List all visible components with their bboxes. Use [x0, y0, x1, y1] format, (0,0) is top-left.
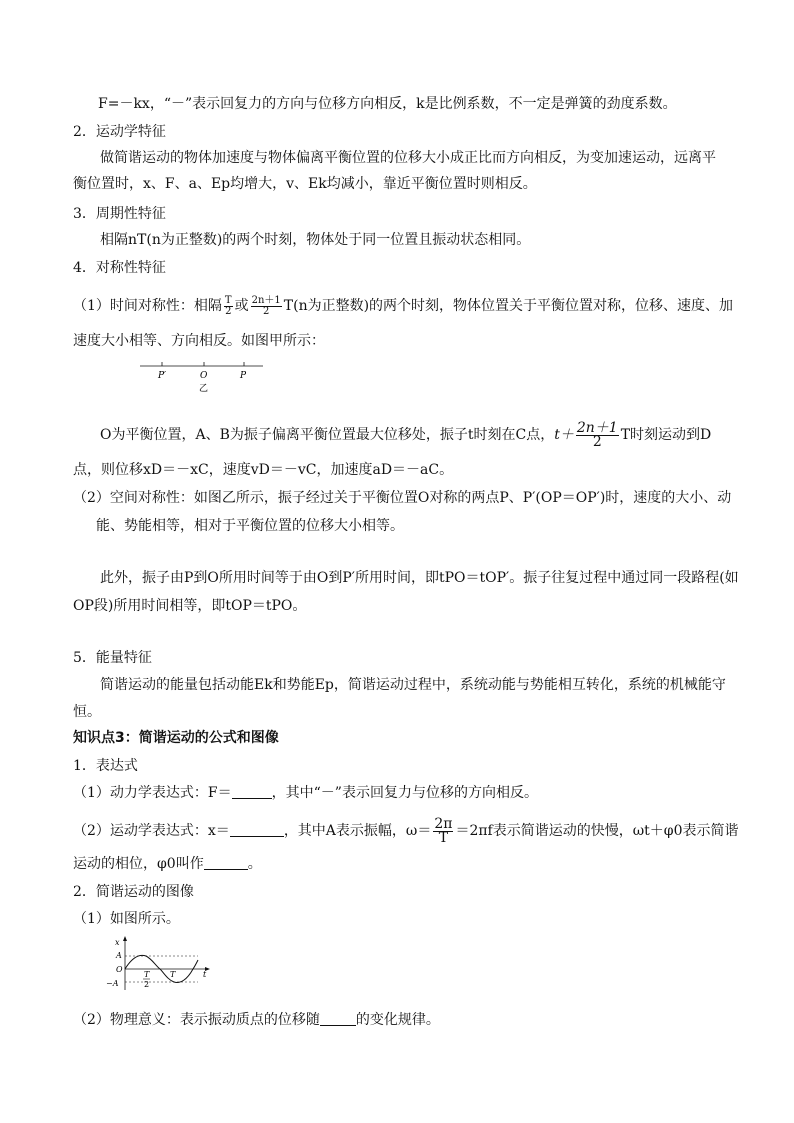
fraction: $\frac{2n+1}{2}$ [576, 419, 618, 450]
section-heading: 2．简谐运动的图像 [73, 884, 194, 900]
text-line: 简谐运动的能量包括动能Ek和势能Ep，简谐运动过程中，系统动能与势能相互转化，系统的机械能守 [100, 677, 726, 693]
text-line: （2）物理意义：表示振动质点的位移随 的变化规律。 [73, 1012, 440, 1028]
text-line: （2）空间对称性：如图乙所示，振子经过关于平衡位置O对称的两点P、P′(OP＝OP′)时，速度的大小、动 [73, 490, 732, 506]
fill-blank[interactable] [320, 1011, 356, 1026]
label-p-prime: P′ [158, 371, 167, 381]
text-line: 相隔nT(n为正整数)的两个时刻，物体处于同一位置且振动状态相同。 [100, 232, 531, 248]
text-line: 恒。 [73, 704, 101, 720]
label-o: O [200, 371, 208, 381]
text-line: （2）运动学表达式：x＝ ，其中A表示振幅，ω＝ $\frac{2\pi}{T}$ ＝2πf表示简谐运动的快慢，ωt＋φ0表示简谐 [73, 815, 739, 846]
fraction: $\frac{2\pi}{T}$ [434, 815, 453, 846]
knowledge-point-heading: 知识点3：简谐运动的公式和图像 [73, 730, 279, 746]
figure-yi [138, 356, 268, 396]
text-line: （1）动力学表达式：F＝ ，其中“－”表示回复力与位移的方向相反。 [73, 785, 538, 801]
text-line: 衡位置时，x、F、a、Ep均增大，v、Ek均减小，靠近平衡位置时则相反。 [73, 176, 537, 192]
label-p: P [240, 371, 247, 381]
label-a: A [116, 951, 122, 960]
section-heading: 4．对称性特征 [73, 260, 166, 276]
label-neg-a: −A [106, 979, 119, 988]
fill-blank[interactable] [204, 855, 248, 870]
text-line: OP段)所用时间相等，即tOP＝tPO。 [73, 598, 307, 614]
axis-x-label: x [115, 938, 120, 947]
text-line: 点，则位移xD＝－xC，速度vD＝－vC，加速度aD＝－aC。 [73, 462, 454, 478]
label-half-t-den: 2 [144, 980, 150, 989]
text-line: 此外，振子由P到O所用时间等于由O到P′所用时间，即tPO＝tOP′。振子往复过程中通过同一段路程(如 [100, 570, 739, 586]
shm-graph [100, 936, 220, 994]
figure-caption: 乙 [199, 384, 209, 394]
fill-blank[interactable] [232, 784, 272, 799]
text-line: O为平衡位置，A、B为振子偏离平衡位置最大位移处，振子t时刻在C点，t＋ $\frac{2n+1}{2}$ T时刻运动到D [100, 419, 712, 450]
text-line: F=－kx，“－”表示回复力的方向与位移方向相反，k是比例系数，不一定是弹簧的劲度系数。 [98, 96, 677, 112]
fraction: $\frac{T}{2}$ [224, 294, 232, 317]
section-heading: 2．运动学特征 [73, 124, 166, 140]
text-line: 能、势能相等，相对于平衡位置的位移大小相等。 [96, 518, 404, 534]
label-origin: O [116, 965, 123, 974]
axis-t-label: t [203, 970, 207, 979]
section-heading: 3．周期性特征 [73, 206, 166, 222]
text-line: （1）如图所示。 [73, 911, 180, 927]
section-heading: 5．能量特征 [73, 650, 152, 666]
text-line: （1）时间对称性：相隔 $\frac{T}{2}$ 或 $\frac{2n+1}{2}$ T(n为正整数)的两个时刻，物体位置关于平衡位置对称，位移、速度、加 [73, 294, 734, 317]
label-half-t-num: T [144, 970, 150, 979]
text-line: 速度大小相等、方向相反。如图甲所示： [73, 333, 325, 349]
label-t: T [170, 970, 176, 979]
text-line: 运动的相位，φ0叫作 。 [73, 856, 262, 872]
fraction: $\frac{2n+1}{2}$ [251, 294, 281, 317]
fill-blank[interactable] [230, 822, 284, 837]
section-heading: 1．表达式 [73, 758, 138, 774]
text-line: 做简谐运动的物体加速度与物体偏离平衡位置的位移大小成正比而方向相反，为变加速运动，远离平 [100, 150, 716, 166]
